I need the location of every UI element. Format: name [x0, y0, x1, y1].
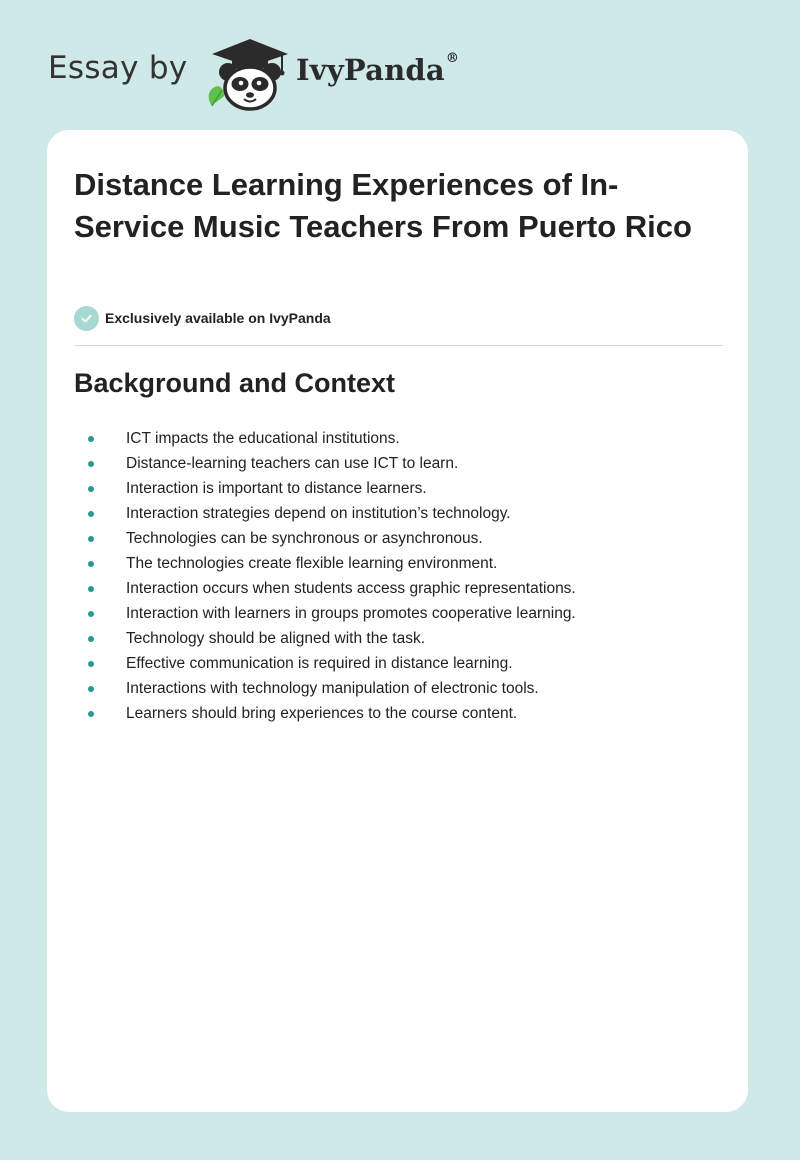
check-icon: [80, 312, 93, 325]
exclusive-badge: [74, 305, 331, 331]
bullet-dot-icon: [88, 561, 94, 567]
bullet-dot-icon: [88, 436, 94, 442]
list-item-text: Technology should be aligned with the task.: [126, 630, 426, 647]
bullet-dot-icon: [88, 486, 94, 492]
list-item-text: ICT impacts the educational institutions.: [126, 430, 400, 447]
essay-by-label: Essay by: [48, 50, 188, 86]
list-item: [74, 626, 714, 651]
article-card: [47, 130, 748, 1112]
divider: [74, 345, 723, 346]
bullet-dot-icon: [88, 661, 94, 667]
site-header: [48, 36, 548, 112]
list-item: [74, 476, 714, 501]
list-item-text: Interaction with learners in groups promotes cooperative learning.: [126, 605, 576, 622]
bullet-dot-icon: [88, 686, 94, 692]
check-circle-icon: [74, 306, 99, 331]
list-item-text: The technologies create flexible learning environment.: [126, 555, 498, 572]
list-item-text: Interaction occurs when students access graphic representations.: [126, 580, 576, 597]
bullet-dot-icon: [88, 611, 94, 617]
list-item-text: Effective communication is required in distance learning.: [126, 655, 513, 672]
exclusive-label: Exclusively available on IvyPanda: [105, 310, 331, 326]
bullet-dot-icon: [88, 711, 94, 717]
list-item: [74, 451, 714, 476]
list-item: [74, 576, 714, 601]
bullet-dot-icon: [88, 586, 94, 592]
list-item: [74, 601, 714, 626]
list-item-text: Technologies can be synchronous or asynchronous.: [126, 530, 483, 547]
list-item: [74, 426, 714, 451]
section-title: Background and Context: [74, 368, 396, 398]
brand-name[interactable]: [296, 53, 459, 87]
registered-mark: ®: [445, 51, 460, 66]
list-item: [74, 676, 714, 701]
list-item: [74, 701, 714, 726]
bullet-dot-icon: [88, 536, 94, 542]
panda-logo-icon[interactable]: [202, 36, 294, 112]
bullet-list: [74, 426, 714, 726]
list-item-text: Interactions with technology manipulation of electronic tools.: [126, 680, 539, 697]
list-item-text: Distance-learning teachers can use ICT to learn.: [126, 455, 459, 472]
list-item: [74, 501, 714, 526]
list-item: [74, 551, 714, 576]
article-title: Distance Learning Experiences of In-Service Music Teachers From Puerto Rico: [74, 167, 692, 244]
list-item-text: Learners should bring experiences to the course content.: [126, 705, 518, 722]
bullet-dot-icon: [88, 636, 94, 642]
bullet-dot-icon: [88, 511, 94, 517]
list-item: [74, 651, 714, 676]
bullet-dot-icon: [88, 461, 94, 467]
list-item-text: Interaction is important to distance learners.: [126, 480, 427, 497]
list-item: [74, 526, 714, 551]
list-item-text: Interaction strategies depend on institution’s technology.: [126, 505, 511, 522]
brand-text: IvyPanda: [296, 53, 445, 87]
